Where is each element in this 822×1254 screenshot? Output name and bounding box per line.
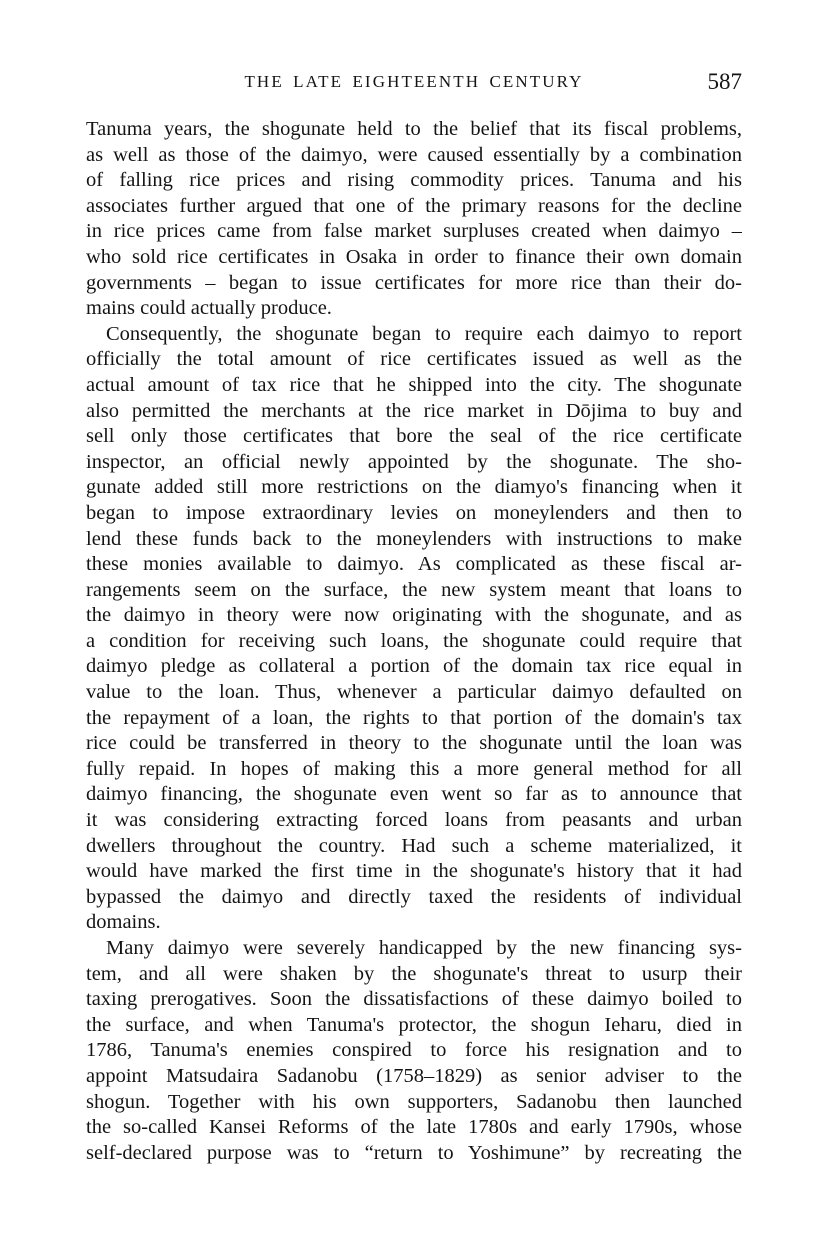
text-line: rice could be transferred in theory to the shogunate until the loan was [86,732,742,755]
text-line: appoint Matsudaira Sadanobu (1758–1829) as senior adviser to the [86,1064,742,1087]
text-line: taxing prerogatives. Soon the dissatisfactions of these daimyo boiled to [86,988,742,1011]
text-line: in rice prices came from false market surpluses created when daimyo – [86,220,742,243]
text-line: gunate added still more restrictions on the diamyo's financing when it [86,476,742,499]
text-line: a condition for receiving such loans, the shogunate could require that [86,629,742,652]
text-line: it was considering extracting forced loans from peasants and urban [86,809,742,832]
text-line: sell only those certificates that bore the seal of the rice certificate [86,425,742,448]
page-number: 587 [707,69,742,94]
text-line: Tanuma years, the shogunate held to the belief that its fiscal problems, [86,118,742,140]
text-line: also permitted the merchants at the rice market in Dōjima to buy and [86,399,742,422]
text-line: officially the total amount of rice certificates issued as well as the [86,348,742,371]
text-line: inspector, an official newly appointed by the shogunate. The sho- [86,450,742,473]
text-line: the repayment of a loan, the rights to that portion of the domain's tax [86,706,742,729]
text-line: daimyo pledge as collateral a portion of the domain tax rice equal in [86,655,742,678]
text-line: mains could actually produce. [86,297,332,320]
text-line: governments – began to issue certificates for more rice than their do- [86,271,742,294]
text-line: the so-called Kansei Reforms of the late 1780s and early 1790s, whose [86,1116,742,1139]
text-line: value to the loan. Thus, whenever a particular daimyo defaulted on [86,681,742,704]
paragraph-first-line: Consequently, the shogunate began to require each daimyo to report [106,322,742,345]
text-line: actual amount of tax rice that he shipped into the city. The shogunate [86,373,742,396]
text-line: who sold rice certificates in Osaka in order to finance their own domain [86,245,742,268]
running-title: THE LATE EIGHTEENTH CENTURY [244,72,584,91]
text-line: rangements seem on the surface, the new system meant that loans to [86,578,742,601]
text-line: shogun. Together with his own supporters, Sadanobu then launched [86,1090,742,1113]
text-line: these monies available to daimyo. As complicated as these fiscal ar- [86,553,742,576]
text-line: tem, and all were shaken by the shogunate's threat to usurp their [86,962,742,985]
text-line: fully repaid. In hopes of making this a more general method for all [86,757,742,780]
text-line: began to impose extraordinary levies on moneylenders and then to [86,501,742,524]
text-line: as well as those of the daimyo, were caused essentially by a combination [86,143,742,166]
text-line: domains. [86,911,161,934]
text-line: associates further argued that one of the primary reasons for the decline [86,194,742,217]
text-line: daimyo financing, the shogunate even went so far as to announce that [86,783,742,806]
text-line: self-declared purpose was to “return to Yoshimune” by recreating the [86,1141,742,1164]
text-line: of falling rice prices and rising commodity prices. Tanuma and his [86,169,742,192]
text-line: would have marked the first time in the shogunate's history that it had [86,860,742,883]
text-line: lend these funds back to the moneylenders with instructions to make [86,527,742,550]
text-line: bypassed the daimyo and directly taxed the residents of individual [86,885,742,908]
text-line: 1786, Tanuma's enemies conspired to force his resignation and to [86,1039,742,1062]
text-line: dwellers throughout the country. Had such a scheme materialized, it [86,834,742,857]
paragraph-first-line: Many daimyo were severely handicapped by the new financing sys- [106,937,742,959]
text-line: the daimyo in theory were now originating with the shogunate, and as [86,604,742,627]
text-line: the surface, and when Tanuma's protector, the shogun Ieharu, died in [86,1013,742,1036]
body-text [86,117,742,1166]
running-header [86,70,742,98]
